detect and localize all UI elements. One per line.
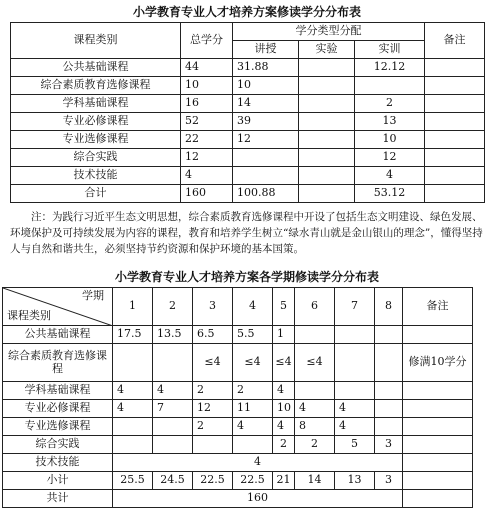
table-row [11, 59, 485, 77]
cell: 2 [295, 436, 335, 454]
cell: 4 [335, 400, 375, 418]
row-experiment [299, 167, 355, 185]
semester-credit-table [2, 287, 473, 508]
cell: 21 [273, 472, 295, 490]
ecological-note: 注：为践行习近平生态文明思想，综合素质教育选修课程中开设了包括生态文明建设、绿色发展、环境保护及可持续发展为内容的课程，教育和培养学生树立“绿水青山就是金山银山的理念”，懂得坚持人与自然和谐共生，必须坚持节约资源和保护环境的基本国策。 [10, 211, 483, 255]
row-remark [425, 185, 485, 203]
row-total: 160 [181, 185, 233, 203]
row-name: 合计 [11, 185, 181, 203]
semester-header: 1 [113, 288, 153, 326]
cell [403, 400, 473, 418]
row-practice: 12.12 [355, 59, 425, 77]
table-row [11, 167, 485, 185]
semester-header: 2 [153, 288, 193, 326]
cell: 4 [113, 454, 403, 472]
cell: 10 [273, 400, 295, 418]
cell: 8 [295, 418, 335, 436]
row-total: 44 [181, 59, 233, 77]
row-lecture [233, 167, 299, 185]
cell [193, 436, 233, 454]
row-lecture: 39 [233, 113, 299, 131]
semester-header: 8 [375, 288, 403, 326]
row-total: 4 [181, 167, 233, 185]
table1-title: 小学教育专业人才培养方案修读学分分布表 [132, 5, 361, 19]
row-practice: 13 [355, 113, 425, 131]
cell [113, 418, 153, 436]
cell [403, 472, 473, 490]
cell: 3 [375, 472, 403, 490]
table-row [3, 454, 473, 472]
table-row [11, 95, 485, 113]
cell: 11 [233, 400, 273, 418]
header-corner [3, 288, 113, 326]
row-total: 12 [181, 149, 233, 167]
header-experiment: 实验 [299, 41, 355, 59]
cell: 4 [273, 382, 295, 400]
semester-header: 5 [273, 288, 295, 326]
cell: 24.5 [153, 472, 193, 490]
table-row-subtotal [3, 472, 473, 490]
cell: 14 [295, 472, 335, 490]
cell [375, 344, 403, 382]
table-row [3, 344, 473, 382]
table-row [11, 131, 485, 149]
row-remark [425, 167, 485, 185]
row-lecture: 31.88 [233, 59, 299, 77]
row-remark [425, 95, 485, 113]
row-total: 16 [181, 95, 233, 113]
cell [113, 344, 153, 382]
cell: 2 [273, 436, 295, 454]
row-name: 共计 [3, 490, 113, 508]
row-lecture: 14 [233, 95, 299, 113]
header-practice: 实训 [355, 41, 425, 59]
cell: 2 [193, 418, 233, 436]
cell [153, 344, 193, 382]
cell: 3 [375, 436, 403, 454]
cell [335, 344, 375, 382]
row-experiment [299, 113, 355, 131]
row-remark [425, 149, 485, 167]
row-practice: 10 [355, 131, 425, 149]
row-practice: 12 [355, 149, 425, 167]
cell [113, 436, 153, 454]
row-total: 22 [181, 131, 233, 149]
remark-header: 备注 [403, 288, 473, 326]
header-remark: 备注 [425, 23, 485, 59]
row-name: 学科基础课程 [3, 382, 113, 400]
row-name: 综合实践 [11, 149, 181, 167]
cell [403, 418, 473, 436]
table2-title: 小学教育专业人才培养方案各学期修读学分分布表 [114, 270, 379, 284]
row-total: 10 [181, 77, 233, 95]
table-row [11, 149, 485, 167]
row-total: 52 [181, 113, 233, 131]
cell: 4 [153, 382, 193, 400]
cell: 4 [113, 400, 153, 418]
cell: 22.5 [193, 472, 233, 490]
header-distribution: 学分类型分配 [233, 23, 425, 41]
row-lecture: 12 [233, 131, 299, 149]
row-lecture [233, 149, 299, 167]
cell: 12 [193, 400, 233, 418]
row-practice: 53.12 [355, 185, 425, 203]
table-row [11, 113, 485, 131]
cell: 1 [273, 326, 295, 344]
row-name: 专业必修课程 [11, 113, 181, 131]
cell: 4 [335, 418, 375, 436]
cell [233, 436, 273, 454]
row-practice: 4 [355, 167, 425, 185]
cell: 6.5 [193, 326, 233, 344]
table-row [3, 326, 473, 344]
cell: 2 [193, 382, 233, 400]
cell [403, 382, 473, 400]
row-name: 专业选修课程 [11, 131, 181, 149]
cell: 13 [335, 472, 375, 490]
cell: 4 [233, 418, 273, 436]
row-remark [425, 77, 485, 95]
cell: 7 [153, 400, 193, 418]
cell: 4 [273, 418, 295, 436]
row-name: 专业选修课程 [3, 418, 113, 436]
cell: 5 [335, 436, 375, 454]
row-name: 综合素质教育选修课程 [11, 77, 181, 95]
cell [403, 326, 473, 344]
cell: ≤4 [295, 344, 335, 382]
semester-header: 6 [295, 288, 335, 326]
corner-category-label: 课程类别 [7, 309, 51, 323]
table-row [3, 418, 473, 436]
cell [403, 490, 473, 508]
cell: 25.5 [113, 472, 153, 490]
table-row [3, 436, 473, 454]
row-name: 综合素质教育选修课程 [3, 344, 113, 382]
row-experiment [299, 185, 355, 203]
table-row-total [11, 185, 485, 203]
cell: 13.5 [153, 326, 193, 344]
row-remark [425, 59, 485, 77]
cell [295, 326, 335, 344]
cell [375, 400, 403, 418]
row-lecture: 10 [233, 77, 299, 95]
cell [375, 326, 403, 344]
row-experiment [299, 95, 355, 113]
cell: 4 [113, 382, 153, 400]
cell: ≤4 [273, 344, 295, 382]
row-name: 学科基础课程 [11, 95, 181, 113]
row-experiment [299, 131, 355, 149]
cell: ≤4 [193, 344, 233, 382]
table-row [3, 382, 473, 400]
cell: 22.5 [233, 472, 273, 490]
cell [375, 382, 403, 400]
table-row-total [3, 490, 473, 508]
row-name: 小计 [3, 472, 113, 490]
cell [403, 436, 473, 454]
row-experiment [299, 149, 355, 167]
cell: ≤4 [233, 344, 273, 382]
row-name: 综合实践 [3, 436, 113, 454]
cell: 160 [113, 490, 403, 508]
row-experiment [299, 77, 355, 95]
cell [335, 382, 375, 400]
row-practice: 2 [355, 95, 425, 113]
remark-cell: 修满10学分 [403, 344, 473, 382]
semester-header: 7 [335, 288, 375, 326]
row-remark [425, 113, 485, 131]
cell [403, 454, 473, 472]
table-row [3, 400, 473, 418]
header-category: 课程类别 [11, 23, 181, 59]
row-practice [355, 77, 425, 95]
header-total: 总学分 [181, 23, 233, 59]
table-row [11, 77, 485, 95]
row-name: 技术技能 [11, 167, 181, 185]
header-lecture: 讲授 [233, 41, 299, 59]
cell: 5.5 [233, 326, 273, 344]
cell [295, 382, 335, 400]
semester-header: 3 [193, 288, 233, 326]
row-experiment [299, 59, 355, 77]
row-name: 公共基础课程 [11, 59, 181, 77]
row-name: 公共基础课程 [3, 326, 113, 344]
row-remark [425, 131, 485, 149]
cell [153, 436, 193, 454]
row-name: 技术技能 [3, 454, 113, 472]
cell [335, 326, 375, 344]
cell [375, 418, 403, 436]
row-lecture: 100.88 [233, 185, 299, 203]
corner-semester-label: 学期 [82, 289, 104, 302]
row-name: 专业必修课程 [3, 400, 113, 418]
cell: 2 [233, 382, 273, 400]
semester-header: 4 [233, 288, 273, 326]
cell: 4 [295, 400, 335, 418]
cell: 17.5 [113, 326, 153, 344]
cell [153, 418, 193, 436]
credit-distribution-table [10, 22, 485, 203]
